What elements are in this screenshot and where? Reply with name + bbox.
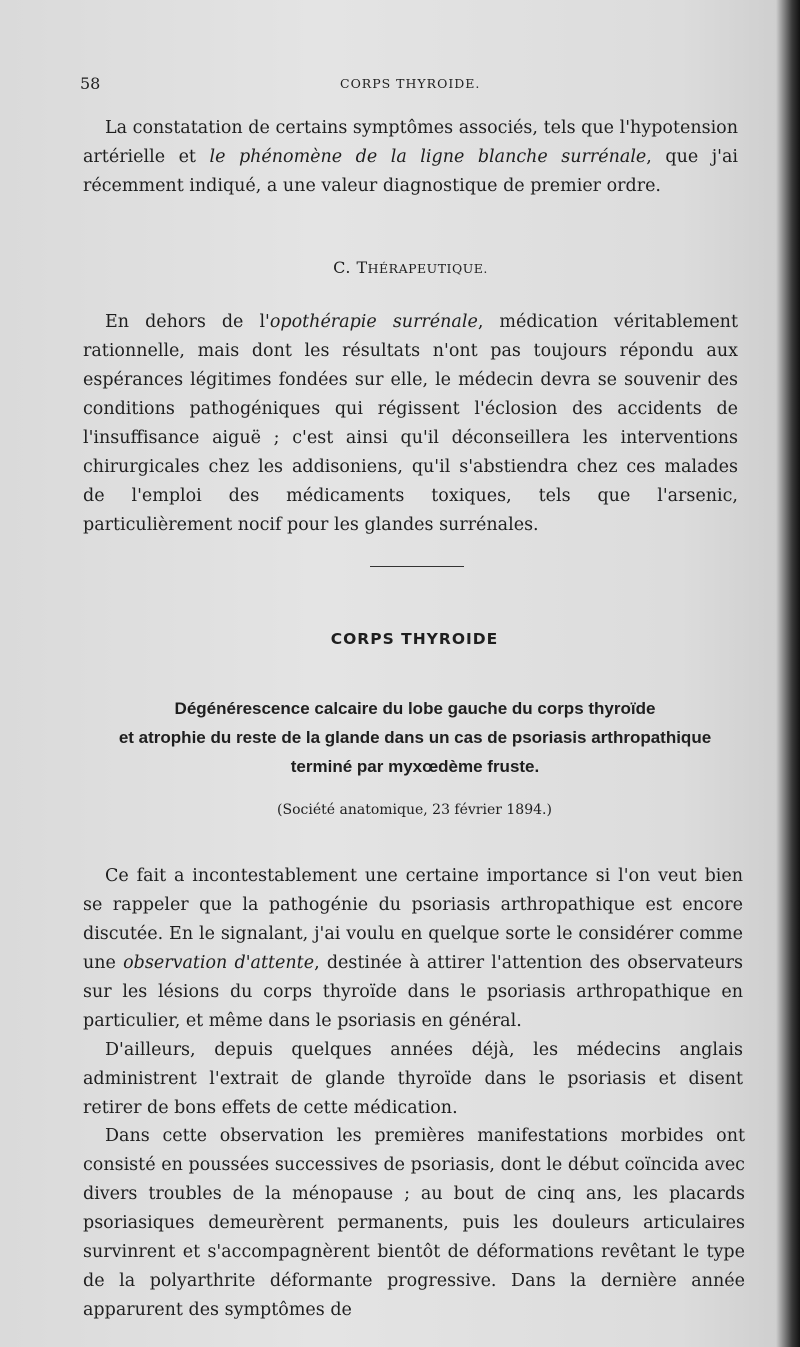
article-title-line: Dégénérescence calcaire du lobe gauche du corps thyroïde [174,699,656,718]
page-number: 58 [80,74,101,93]
therapy-italic: opothérapie surrénale [269,312,478,332]
therapy-text-before: En dehors de l' [105,312,270,332]
article-title-line: terminé par myxœdème fruste. [290,757,540,776]
body-p1-after: , destinée à attirer l'attention des observateurs sur les lésions du corps thyroïde dans le psoriasis arthropathique en particulier, et même dans le psoriasis en général. [83,953,743,1031]
therapy-text-after: , médication véritablement rationnelle, mais dont les résultats n'ont pas toujours répondu aux espérances légitimes fondées sur elle, le médecin devra se souvenir des conditions pathogéniques qui régissent l'éclosion des accidents de l'insuffisance aiguë ; c'est ainsi qu'il déconseillera les interventions chirurgicales chez les addisoniens, qu'il s'abstiendra chez ces malades de l'emploi des médicaments toxiques, tels que l'arsenic, particulièrement nocif pour les glandes surrénales. [83,312,738,535]
article-source: (Société anatomique, 23 février 1894.) [277,802,552,818]
body-p1-before: Ce fait a incontestablement une certaine importance si l'on veut bien se rappeler que la pathogénie du psoriasis arthropathique est encore discutée. En le signalant, j'ai voulu en quelque sorte le considérer comme une [83,866,743,973]
therapy-paragraph [83,308,738,540]
running-head [80,74,780,98]
intro-text-before: La constatation de certains symptômes associés, tels que l'hypotension artérielle et [83,118,738,167]
section-letter: C. [333,258,357,277]
chapter-title: CORPS THYROIDE [330,630,499,648]
section-smallcaps: HÉRAPEUTIQUE. [367,261,488,276]
body-p1-italic: observation d'attente [123,953,315,973]
body-paragraph-2: D'ailleurs, depuis quelques années déjà, les médecins anglais administrent l'extrait de glande thyroïde dans le psoriasis et disent retirer de bons effets de cette médication. [83,1040,743,1118]
intro-italic: le phénomène de la ligne blanche surrénale [209,147,647,167]
section-heading-therapeutique [83,258,738,277]
intro-text-after: , que j'ai récemment indiqué, a une valeur diagnostique de premier ordre. [83,147,738,196]
section-divider [370,566,464,567]
section-first-cap: T [356,258,368,277]
body-paragraph-3: Dans cette observation les premières manifestations morbides ont consisté en poussées successives de psoriasis, dont le début coïncida avec divers troubles de la ménopause ; au bout de cinq ans, les placards psoriasiques demeurèrent permanents, puis les douleurs articulaires survinrent et s'accompagnèrent bientôt de déformations revêtant le type de la polyarthrite déformante progressive. Dans la dernière année apparurent des symptômes de [83,1126,745,1320]
running-title: CORPS THYROIDE. [340,76,481,91]
body-paragraph-1 [83,862,743,1036]
article-title-line: et atrophie du reste de la glande dans un cas de psoriasis arthropathique [118,728,712,747]
intro-paragraph [83,114,738,201]
article-title [80,694,750,781]
